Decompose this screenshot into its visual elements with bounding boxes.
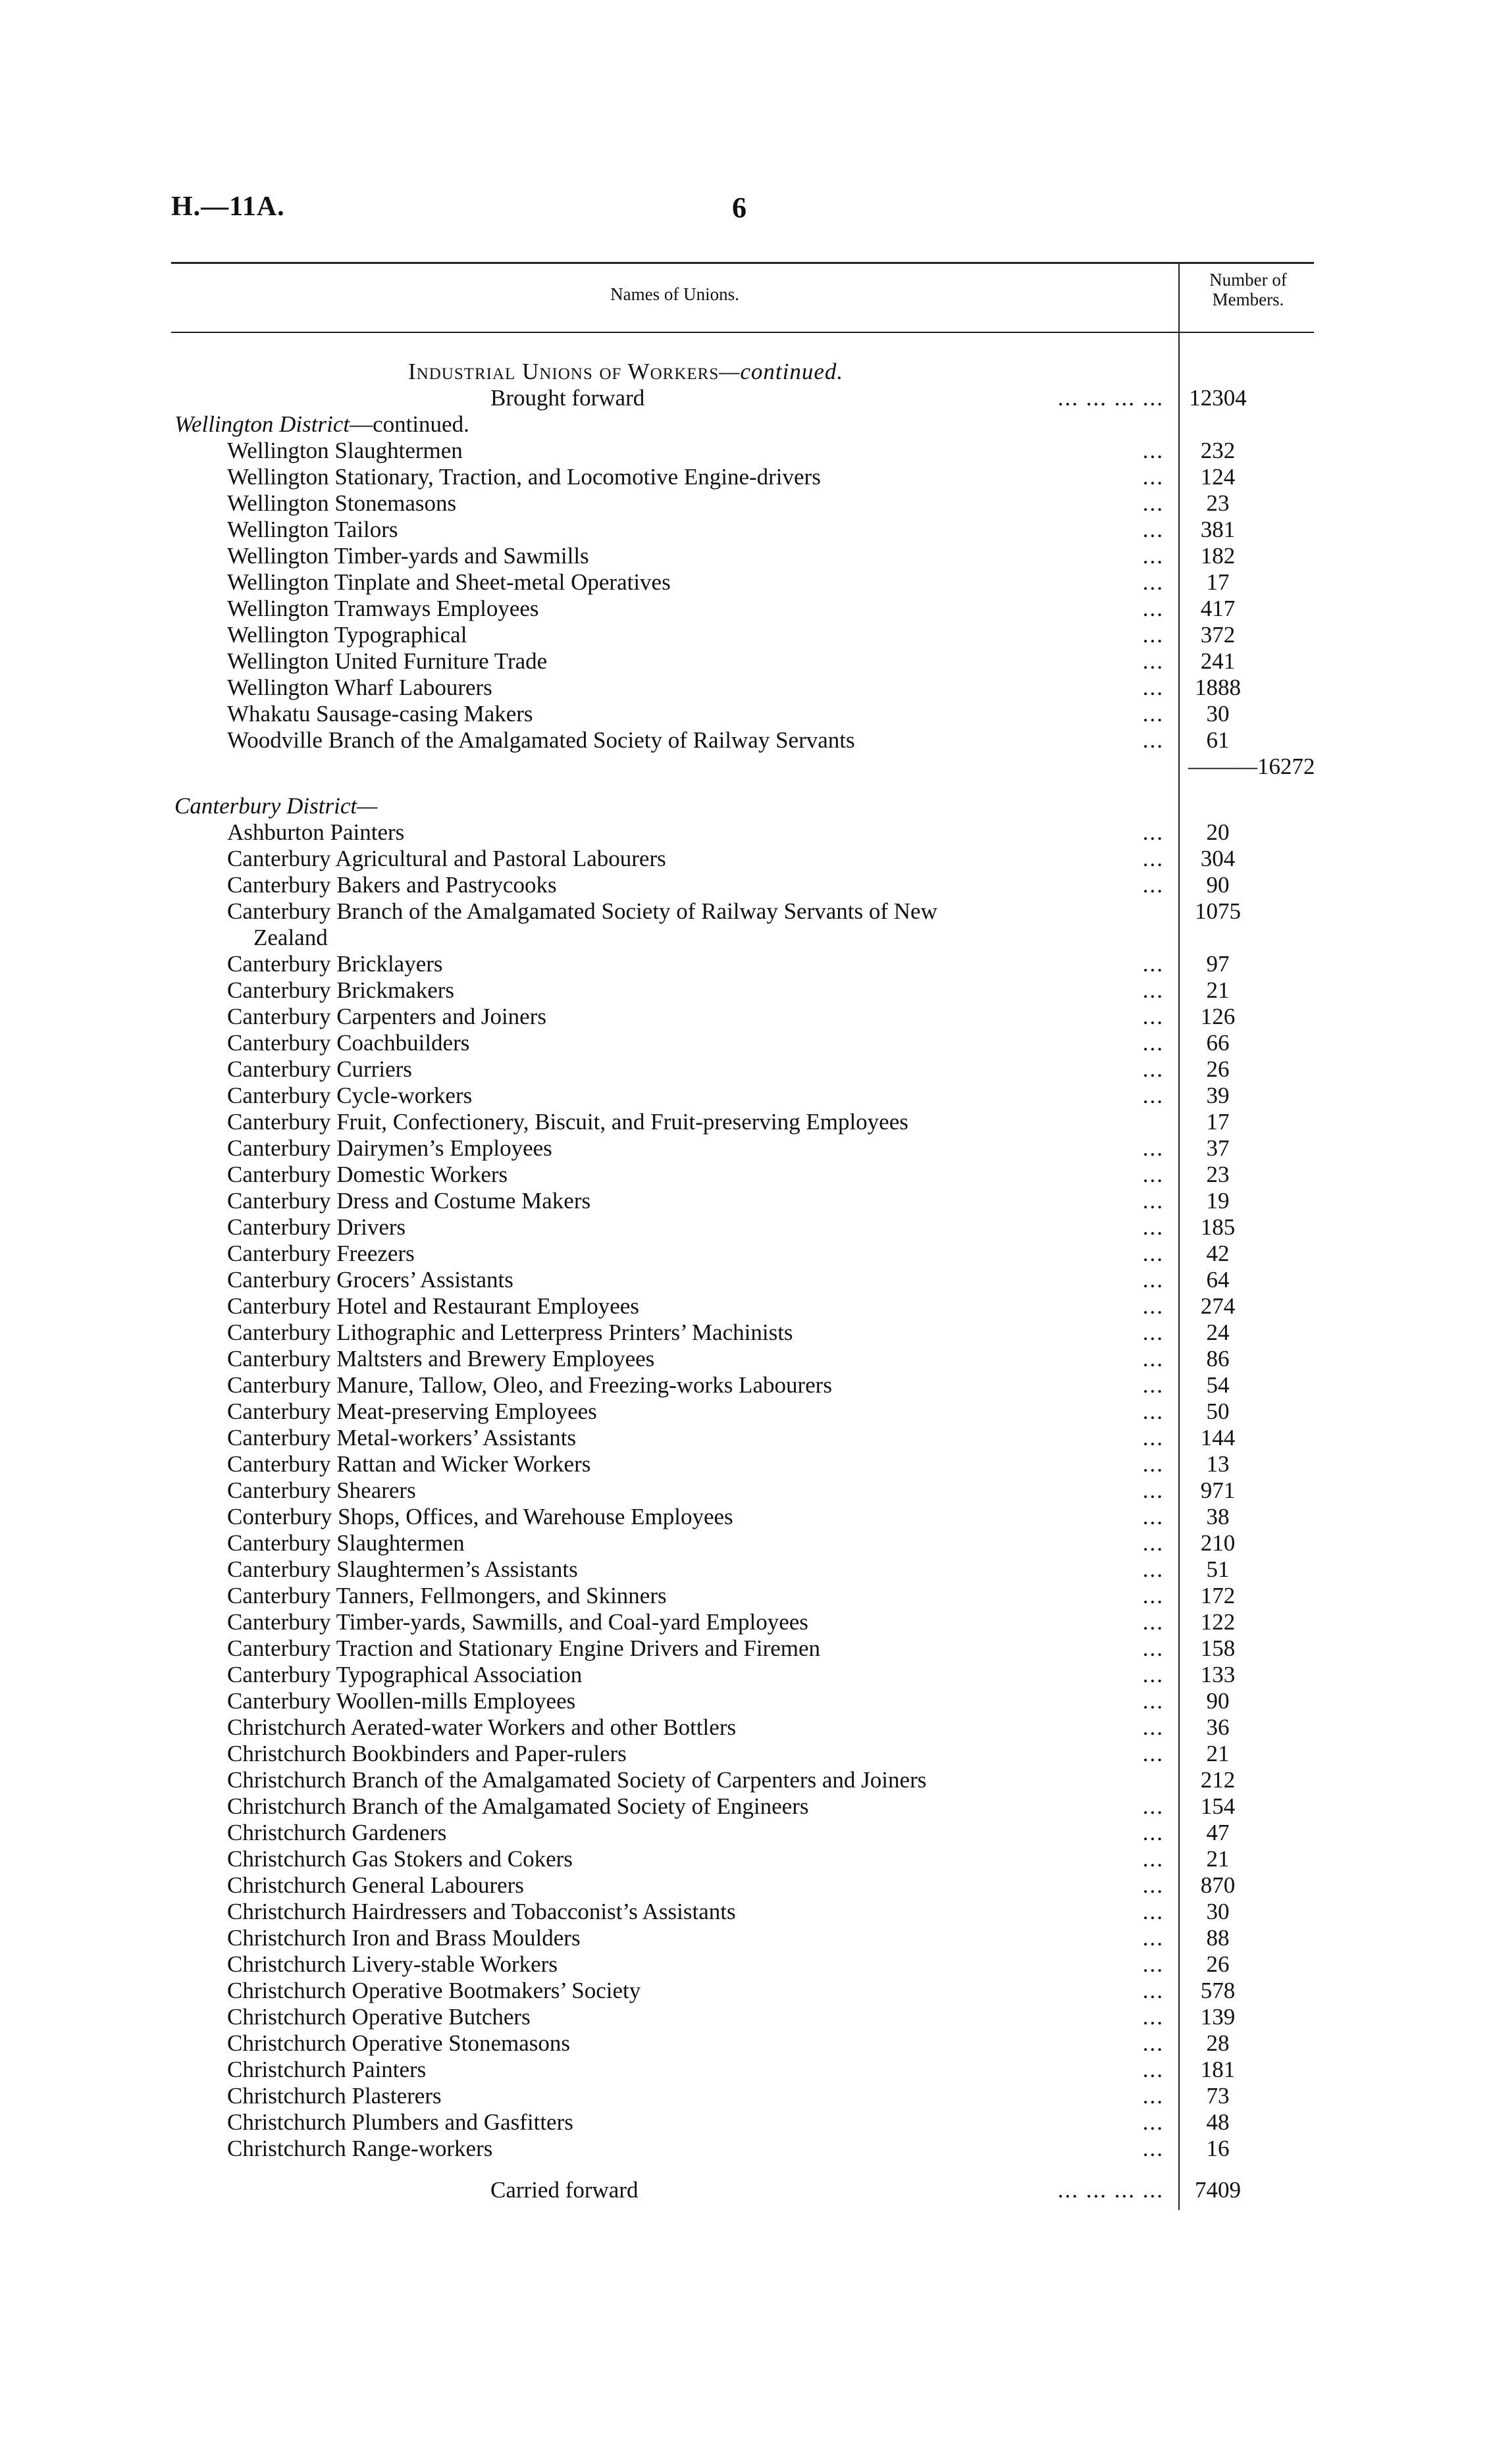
dot-leader: ... bbox=[1142, 569, 1164, 595]
dot-leader: ... bbox=[1142, 622, 1164, 648]
union-name: Canterbury Cycle-workers bbox=[227, 1083, 473, 1108]
wellington-total-value: 16272 bbox=[1257, 754, 1315, 779]
page-number: 6 bbox=[732, 192, 746, 224]
table-row bbox=[0, 898, 1493, 925]
dot-leader: ... bbox=[1142, 1556, 1164, 1582]
table-row bbox=[0, 2004, 1493, 2030]
header-bottom-rule bbox=[171, 332, 1314, 333]
dot-leader: ... bbox=[1142, 1162, 1164, 1187]
member-count: 61 bbox=[1206, 727, 1230, 753]
brought-forward-label: Brought forward bbox=[490, 385, 645, 411]
column-header-names: Names of Unions. bbox=[610, 284, 739, 304]
union-name: Conterbury Shops, Offices, and Warehouse Employees bbox=[227, 1504, 733, 1529]
member-count: 66 bbox=[1206, 1030, 1230, 1056]
table-row bbox=[0, 490, 1493, 517]
union-name: Christchurch Livery-stable Workers bbox=[227, 1951, 558, 1977]
union-name: Canterbury Timber-yards, Sawmills, and Coal-yard Employees bbox=[227, 1609, 808, 1635]
table-row bbox=[0, 1978, 1493, 2004]
member-count: 88 bbox=[1206, 1925, 1230, 1951]
table-row bbox=[0, 1951, 1493, 1978]
union-name: Wellington Typographical bbox=[227, 622, 467, 648]
union-name: Christchurch Plumbers and Gasfitters bbox=[227, 2109, 573, 2135]
member-count: 39 bbox=[1206, 1083, 1230, 1108]
union-name: Canterbury Maltsters and Brewery Employees bbox=[227, 1346, 655, 1372]
union-name: Christchurch Hairdressers and Tobacconist’s Assistants bbox=[227, 1899, 736, 1924]
brought-forward-value: 12304 bbox=[1189, 385, 1247, 411]
member-count: 86 bbox=[1206, 1346, 1230, 1372]
union-name: Christchurch Operative Butchers bbox=[227, 2004, 531, 2030]
union-name: Canterbury Metal-workers’ Assistants bbox=[227, 1425, 577, 1450]
union-name: Canterbury Domestic Workers bbox=[227, 1162, 508, 1187]
table-row bbox=[0, 977, 1493, 1004]
table-row bbox=[0, 1188, 1493, 1214]
union-name: Christchurch Operative Stonemasons bbox=[227, 2030, 571, 2056]
union-name: Christchurch General Labourers bbox=[227, 1872, 524, 1898]
dot-leader: ... bbox=[1142, 1688, 1164, 1714]
dot-leader: ... bbox=[1142, 1346, 1164, 1372]
member-count: 24 bbox=[1206, 1320, 1230, 1345]
carried-forward-label: Carried forward bbox=[490, 2177, 639, 2203]
section-title bbox=[0, 359, 1493, 385]
member-count: 241 bbox=[1200, 648, 1236, 674]
union-name: Canterbury Coachbuilders bbox=[227, 1030, 470, 1056]
wellington-total bbox=[1188, 754, 1320, 780]
table-row bbox=[0, 1083, 1493, 1109]
member-count: 64 bbox=[1206, 1267, 1230, 1293]
dot-leader: ... bbox=[1142, 2057, 1164, 2082]
column-header-number bbox=[1182, 270, 1314, 309]
member-count: 17 bbox=[1206, 569, 1230, 595]
member-count: 122 bbox=[1200, 1609, 1236, 1635]
wellington-total-row bbox=[0, 754, 1493, 780]
union-name: Zealand bbox=[253, 925, 328, 950]
member-count: 30 bbox=[1206, 701, 1230, 727]
table-row bbox=[0, 675, 1493, 701]
member-count: 417 bbox=[1200, 596, 1236, 621]
dot-leader: ... bbox=[1142, 438, 1164, 463]
dot-leader: ... bbox=[1142, 872, 1164, 898]
union-name: Canterbury Dairymen’s Employees bbox=[227, 1135, 552, 1161]
table-row bbox=[0, 1741, 1493, 1767]
table-row bbox=[0, 727, 1493, 754]
dot-leader: ... bbox=[1142, 1372, 1164, 1398]
table-row bbox=[0, 438, 1493, 464]
union-name: Canterbury Slaughtermen bbox=[227, 1530, 465, 1556]
member-count: 37 bbox=[1206, 1135, 1230, 1161]
member-count: 50 bbox=[1206, 1399, 1230, 1424]
table-row bbox=[0, 1609, 1493, 1635]
member-count: 578 bbox=[1200, 1978, 1236, 2003]
section-title-suffix: —continued. bbox=[719, 359, 844, 384]
union-name: Wellington Timber-yards and Sawmills bbox=[227, 543, 589, 569]
table-row bbox=[0, 1372, 1493, 1399]
union-name: Canterbury Fruit, Confectionery, Biscuit, and Fruit-preserving Employees bbox=[227, 1109, 908, 1135]
table-row bbox=[0, 1767, 1493, 1793]
member-count: 21 bbox=[1206, 1846, 1230, 1872]
member-count: 47 bbox=[1206, 1820, 1230, 1845]
member-count: 181 bbox=[1200, 2057, 1236, 2082]
column-header-number-line2: Members. bbox=[1212, 290, 1284, 309]
table-row bbox=[0, 2030, 1493, 2057]
dot-leader: ... bbox=[1142, 675, 1164, 700]
member-count: 304 bbox=[1200, 846, 1236, 871]
table-row bbox=[0, 1346, 1493, 1372]
union-name: Christchurch Gas Stokers and Cokers bbox=[227, 1846, 573, 1872]
table-row bbox=[0, 1030, 1493, 1056]
table-row bbox=[0, 1662, 1493, 1688]
wellington-heading: Wellington District bbox=[174, 411, 350, 437]
document-reference: H.—11A. bbox=[171, 192, 285, 222]
union-name: Canterbury Grocers’ Assistants bbox=[227, 1267, 513, 1293]
union-name: Christchurch Operative Bootmakers’ Society bbox=[227, 1978, 641, 2003]
dot-leader: ... bbox=[1142, 2030, 1164, 2056]
dot-leader: ... bbox=[1142, 846, 1164, 871]
dot-leader: ... bbox=[1142, 1741, 1164, 1766]
dot-leader: ... bbox=[1142, 1293, 1164, 1319]
dot-leader: ... bbox=[1142, 1267, 1164, 1293]
dot-leader: ... bbox=[1142, 1188, 1164, 1214]
dot-leader: ... bbox=[1142, 490, 1164, 516]
table-row bbox=[0, 622, 1493, 648]
union-name: Christchurch Aerated-water Workers and other Bottlers bbox=[227, 1714, 737, 1740]
wellington-heading-suffix: —continued. bbox=[350, 411, 469, 437]
dot-leader: ... bbox=[1142, 701, 1164, 727]
dot-leader: ... bbox=[1142, 1899, 1164, 1924]
union-name: Canterbury Lithographic and Letterpress Printers’ Machinists bbox=[227, 1320, 793, 1345]
member-count: 144 bbox=[1200, 1425, 1236, 1450]
dot-leader: ... bbox=[1142, 1320, 1164, 1345]
dot-leader: ... bbox=[1142, 1662, 1164, 1687]
member-count: 381 bbox=[1200, 517, 1236, 542]
union-name: Canterbury Agricultural and Pastoral Labourers bbox=[227, 846, 666, 871]
member-count: 97 bbox=[1206, 951, 1230, 977]
dot-leader: ... ... ... ... bbox=[1057, 2177, 1164, 2203]
member-count: 28 bbox=[1206, 2030, 1230, 2056]
district-heading-canterbury bbox=[0, 793, 1493, 819]
member-count: 139 bbox=[1200, 2004, 1236, 2030]
table-row bbox=[0, 1556, 1493, 1583]
union-name: Woodville Branch of the Amalgamated Society of Railway Servants bbox=[227, 727, 855, 753]
dot-leader: ... bbox=[1142, 1504, 1164, 1529]
member-count: 23 bbox=[1206, 1162, 1230, 1187]
member-count: 51 bbox=[1206, 1556, 1230, 1582]
member-count: 124 bbox=[1200, 464, 1236, 490]
table-row bbox=[0, 1399, 1493, 1425]
dot-leader: ... bbox=[1142, 1135, 1164, 1161]
dot-leader: ... bbox=[1142, 648, 1164, 674]
brought-forward-row bbox=[0, 385, 1493, 411]
union-name: Canterbury Curriers bbox=[227, 1056, 412, 1082]
member-count: 1888 bbox=[1195, 675, 1241, 700]
dot-leader: ... bbox=[1142, 543, 1164, 569]
member-count: 870 bbox=[1200, 1872, 1236, 1898]
dot-leader: ... bbox=[1142, 1399, 1164, 1424]
table-row bbox=[0, 1162, 1493, 1188]
table-row bbox=[0, 2136, 1493, 2162]
union-name: Christchurch Plasterers bbox=[227, 2083, 442, 2109]
table-row bbox=[0, 1504, 1493, 1530]
dot-leader: ... bbox=[1142, 1872, 1164, 1898]
district-heading-text bbox=[174, 411, 469, 438]
table-row bbox=[0, 1925, 1493, 1951]
dot-leader: ... bbox=[1142, 1925, 1164, 1951]
table-row bbox=[0, 517, 1493, 543]
union-name: Canterbury Brickmakers bbox=[227, 977, 455, 1003]
union-name: Ashburton Painters bbox=[227, 819, 405, 845]
dot-leader: ... bbox=[1142, 2004, 1164, 2030]
member-count: 971 bbox=[1200, 1477, 1236, 1503]
table-row bbox=[0, 464, 1493, 490]
union-name: Canterbury Hotel and Restaurant Employees bbox=[227, 1293, 639, 1319]
union-name: Whakatu Sausage-casing Makers bbox=[227, 701, 533, 727]
member-count: 90 bbox=[1206, 872, 1230, 898]
member-count: 20 bbox=[1206, 819, 1230, 845]
table-row bbox=[0, 819, 1493, 846]
union-name: Wellington Slaughtermen bbox=[227, 438, 463, 463]
dot-leader: ... bbox=[1142, 1056, 1164, 1082]
dot-leader: ... bbox=[1142, 1583, 1164, 1608]
member-count: 126 bbox=[1200, 1004, 1236, 1029]
dot-leader: ... bbox=[1142, 1004, 1164, 1029]
union-name: Canterbury Traction and Stationary Engine Drivers and Firemen bbox=[227, 1635, 821, 1661]
union-name: Canterbury Shearers bbox=[227, 1477, 416, 1503]
member-count: 1075 bbox=[1195, 898, 1241, 924]
table-row bbox=[0, 846, 1493, 872]
dot-leader: ... bbox=[1142, 1635, 1164, 1661]
table-top-rule bbox=[171, 262, 1314, 264]
dot-leader: ... bbox=[1142, 1714, 1164, 1740]
table-row bbox=[0, 1477, 1493, 1504]
union-name: Canterbury Bricklayers bbox=[227, 951, 443, 977]
table-row bbox=[0, 951, 1493, 977]
table-row bbox=[0, 1688, 1493, 1714]
section-title-text bbox=[408, 359, 843, 385]
dot-leader: ... ... ... ... bbox=[1057, 385, 1164, 411]
carried-forward-row bbox=[0, 2177, 1493, 2203]
table-row bbox=[0, 1872, 1493, 1899]
column-header-number-line1: Number of bbox=[1209, 270, 1287, 290]
member-count: 274 bbox=[1200, 1293, 1236, 1319]
union-name: Canterbury Bakers and Pastrycooks bbox=[227, 872, 557, 898]
member-count: 212 bbox=[1200, 1767, 1236, 1793]
dot-leader: ... bbox=[1142, 1425, 1164, 1450]
dot-leader: ... bbox=[1142, 517, 1164, 542]
member-count: 54 bbox=[1206, 1372, 1230, 1398]
dot-leader: ... bbox=[1142, 819, 1164, 845]
table-row bbox=[0, 872, 1493, 898]
dot-leader: ... bbox=[1142, 1477, 1164, 1503]
union-name: Canterbury Freezers bbox=[227, 1241, 415, 1266]
district-heading-wellington bbox=[0, 411, 1493, 438]
table-row bbox=[0, 1004, 1493, 1030]
member-count: 133 bbox=[1200, 1662, 1236, 1687]
dot-leader: ... bbox=[1142, 2136, 1164, 2161]
union-name: Canterbury Dress and Costume Makers bbox=[227, 1188, 591, 1214]
member-count: 42 bbox=[1206, 1241, 1230, 1266]
table-row bbox=[0, 1109, 1493, 1135]
member-count: 154 bbox=[1200, 1793, 1236, 1819]
table-row bbox=[0, 596, 1493, 622]
table-row bbox=[0, 1293, 1493, 1320]
carried-forward-value: 7409 bbox=[1195, 2177, 1241, 2203]
member-count: 158 bbox=[1200, 1635, 1236, 1661]
member-count: 21 bbox=[1206, 1741, 1230, 1766]
dot-leader: ... bbox=[1142, 951, 1164, 977]
section-title-main: Industrial Unions of Workers bbox=[408, 359, 720, 384]
union-name: Wellington Stationary, Traction, and Locomotive Engine-drivers bbox=[227, 464, 821, 490]
table-row bbox=[0, 569, 1493, 596]
member-count: 16 bbox=[1206, 2136, 1230, 2161]
member-count: 182 bbox=[1200, 543, 1236, 569]
table-row bbox=[0, 1267, 1493, 1293]
union-name: Canterbury Meat-preserving Employees bbox=[227, 1399, 597, 1424]
dot-leader: ... bbox=[1142, 1451, 1164, 1477]
member-count: 36 bbox=[1206, 1714, 1230, 1740]
union-name: Canterbury Rattan and Wicker Workers bbox=[227, 1451, 591, 1477]
dot-leader: ... bbox=[1142, 2109, 1164, 2135]
dot-leader: ... bbox=[1142, 977, 1164, 1003]
member-count: 210 bbox=[1200, 1530, 1236, 1556]
dot-leader: ... bbox=[1142, 1820, 1164, 1845]
canterbury-heading: Canterbury District— bbox=[174, 793, 378, 819]
table-row bbox=[0, 1135, 1493, 1162]
union-name: Canterbury Manure, Tallow, Oleo, and Freezing-works Labourers bbox=[227, 1372, 832, 1398]
dot-leader: ... bbox=[1142, 1241, 1164, 1266]
table-row bbox=[0, 1241, 1493, 1267]
member-count: 30 bbox=[1206, 1899, 1230, 1924]
union-name: Canterbury Branch of the Amalgamated Society of Railway Servants of New bbox=[227, 898, 937, 924]
table-row bbox=[0, 2083, 1493, 2109]
dot-leader: ... bbox=[1142, 1609, 1164, 1635]
union-name: Christchurch Range-workers bbox=[227, 2136, 493, 2161]
union-name: Christchurch Branch of the Amalgamated Society of Carpenters and Joiners bbox=[227, 1767, 927, 1793]
member-count: 21 bbox=[1206, 977, 1230, 1003]
member-count: 23 bbox=[1206, 490, 1230, 516]
dot-leader: ... bbox=[1142, 1846, 1164, 1872]
table-row bbox=[0, 543, 1493, 569]
union-name: Canterbury Woollen-mills Employees bbox=[227, 1688, 576, 1714]
table-row bbox=[0, 648, 1493, 675]
member-count: 26 bbox=[1206, 1056, 1230, 1082]
table-row bbox=[0, 1820, 1493, 1846]
dot-leader: ... bbox=[1142, 1030, 1164, 1056]
table-row bbox=[0, 1899, 1493, 1925]
union-name: Christchurch Bookbinders and Paper-rulers bbox=[227, 1741, 627, 1766]
member-count: 17 bbox=[1206, 1109, 1230, 1135]
member-count: 372 bbox=[1200, 622, 1236, 648]
dot-leader: ... bbox=[1142, 727, 1164, 753]
table-row bbox=[0, 1214, 1493, 1241]
total-dash: ——— bbox=[1188, 754, 1257, 779]
member-count: 232 bbox=[1200, 438, 1236, 463]
table-row bbox=[0, 1425, 1493, 1451]
dot-leader: ... bbox=[1142, 1214, 1164, 1240]
union-name: Wellington Stonemasons bbox=[227, 490, 457, 516]
dot-leader: ... bbox=[1142, 2083, 1164, 2109]
union-name: Wellington Tailors bbox=[227, 517, 398, 542]
member-count: 185 bbox=[1200, 1214, 1236, 1240]
union-name: Wellington Tinplate and Sheet-metal Operatives bbox=[227, 569, 671, 595]
union-name: Christchurch Gardeners bbox=[227, 1820, 447, 1845]
table-row bbox=[0, 701, 1493, 727]
union-name: Canterbury Typographical Association bbox=[227, 1662, 583, 1687]
table-row bbox=[0, 1320, 1493, 1346]
dot-leader: ... bbox=[1142, 1083, 1164, 1108]
table-row bbox=[0, 2109, 1493, 2136]
member-count: 38 bbox=[1206, 1504, 1230, 1529]
dot-leader: ... bbox=[1142, 596, 1164, 621]
union-name: Canterbury Carpenters and Joiners bbox=[227, 1004, 546, 1029]
union-name: Christchurch Branch of the Amalgamated Society of Engineers bbox=[227, 1793, 809, 1819]
dot-leader: ... bbox=[1142, 1793, 1164, 1819]
dot-leader: ... bbox=[1142, 1951, 1164, 1977]
dot-leader: ... bbox=[1142, 1530, 1164, 1556]
member-count: 48 bbox=[1206, 2109, 1230, 2135]
union-name: Canterbury Tanners, Fellmongers, and Skinners bbox=[227, 1583, 667, 1608]
table-row bbox=[0, 1635, 1493, 1662]
member-count: 26 bbox=[1206, 1951, 1230, 1977]
member-count: 19 bbox=[1206, 1188, 1230, 1214]
member-count: 90 bbox=[1206, 1688, 1230, 1714]
union-name: Wellington Tramways Employees bbox=[227, 596, 539, 621]
union-name: Canterbury Drivers bbox=[227, 1214, 406, 1240]
union-name: Christchurch Painters bbox=[227, 2057, 427, 2082]
dot-leader: ... bbox=[1142, 1978, 1164, 2003]
table-row bbox=[0, 1451, 1493, 1477]
table-row bbox=[0, 1714, 1493, 1741]
member-count: 13 bbox=[1206, 1451, 1230, 1477]
table-row bbox=[0, 1846, 1493, 1872]
member-count: 172 bbox=[1200, 1583, 1236, 1608]
member-count: 73 bbox=[1206, 2083, 1230, 2109]
dot-leader: ... bbox=[1142, 464, 1164, 490]
table-row bbox=[0, 1056, 1493, 1083]
union-name: Wellington United Furniture Trade bbox=[227, 648, 548, 674]
union-name: Christchurch Iron and Brass Moulders bbox=[227, 1925, 581, 1951]
table-row bbox=[0, 1793, 1493, 1820]
table-row bbox=[0, 2057, 1493, 2083]
table-row bbox=[0, 1530, 1493, 1556]
table-row bbox=[0, 1583, 1493, 1609]
union-name: Canterbury Slaughtermen’s Assistants bbox=[227, 1556, 578, 1582]
union-name: Wellington Wharf Labourers bbox=[227, 675, 492, 700]
table-row bbox=[0, 925, 1493, 951]
